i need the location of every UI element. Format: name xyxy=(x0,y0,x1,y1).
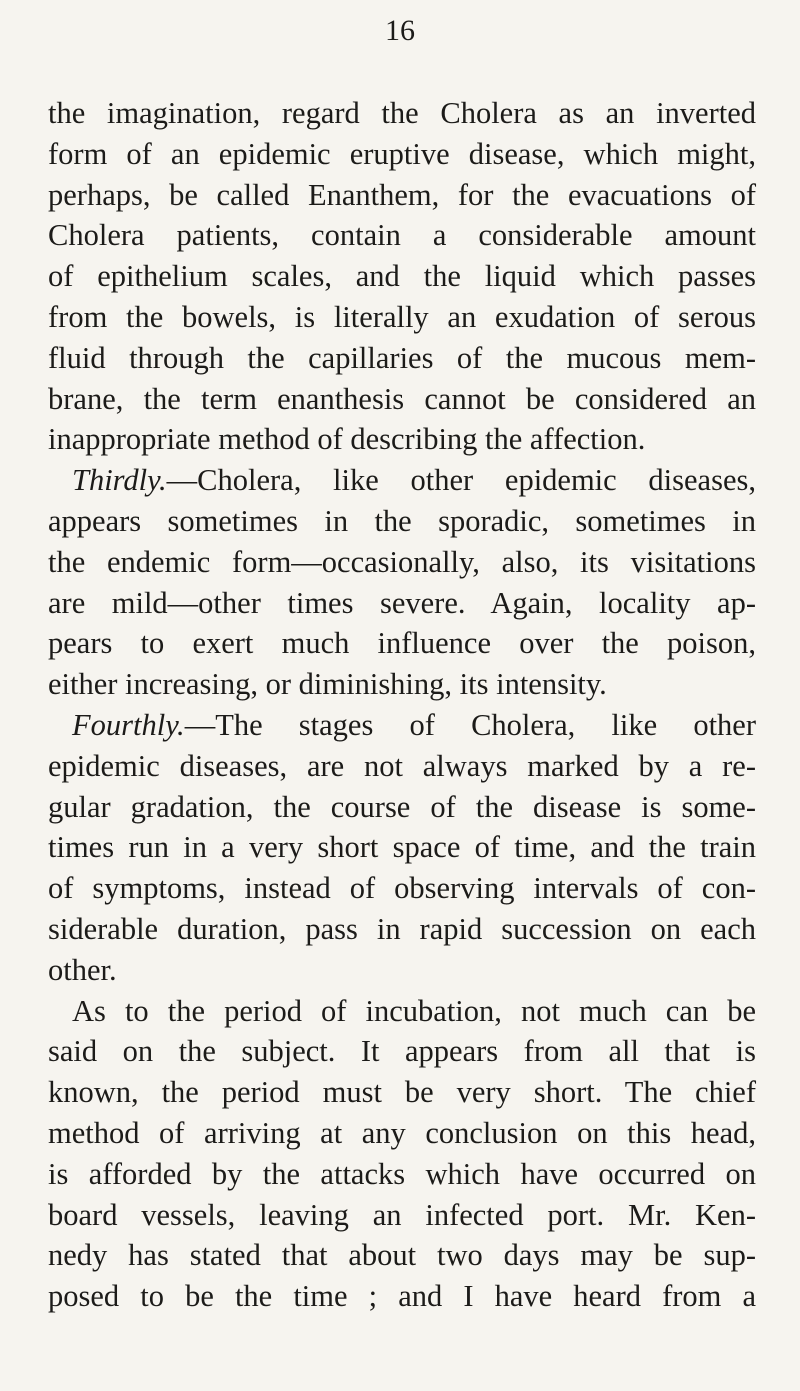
text-line: times run in a very short space of time, and the train xyxy=(48,830,756,865)
text-line: form of an epidemic eruptive disease, which might, xyxy=(48,136,756,171)
text-line: fluid through the capillaries of the mucous mem- xyxy=(48,340,756,375)
paragraph-2 xyxy=(48,460,756,705)
text-line: from the bowels, is literally an exudation of serous xyxy=(48,299,756,334)
text-fragment: —Cholera, like other epidemic diseases, xyxy=(166,463,756,498)
text-line xyxy=(48,705,756,746)
paragraph-3 xyxy=(48,705,756,991)
text-line: gular gradation, the course of the disease is some- xyxy=(48,789,756,824)
text-line: either increasing, or diminishing, its intensity. xyxy=(48,667,607,702)
text-line: known, the period must be very short. The chief xyxy=(48,1075,756,1110)
text-line: said on the subject. It appears from all that is xyxy=(48,1034,756,1069)
text-line: inappropriate method of describing the affection. xyxy=(48,422,646,457)
text-line: nedy has stated that about two days may be sup- xyxy=(48,1238,756,1273)
text-line: other. xyxy=(48,952,117,987)
text-line: pears to exert much influence over the poison, xyxy=(48,626,756,661)
text-line: appears sometimes in the sporadic, sometimes in xyxy=(48,503,756,538)
text-line: As to the period of incubation, not much can be xyxy=(72,993,756,1028)
text-line: posed to be the time ; and I have heard from a xyxy=(48,1279,756,1314)
paragraph-4 xyxy=(48,991,756,1317)
text-line xyxy=(48,460,756,501)
text-line: the imagination, regard the Cholera as an inverted xyxy=(48,96,756,130)
text-line: method of arriving at any conclusion on this head, xyxy=(48,1115,756,1150)
text-fragment: —The stages of Cholera, like other xyxy=(184,707,756,742)
paragraph-1 xyxy=(48,93,756,460)
text-line: siderable duration, pass in rapid succession on each xyxy=(48,911,756,946)
page-number: 16 xyxy=(385,14,415,47)
text-line: brane, the term enanthesis cannot be considered an xyxy=(48,381,756,416)
text-line: the endemic form—occasionally, also, its visitations xyxy=(48,544,756,579)
text-line: of epithelium scales, and the liquid which passes xyxy=(48,259,756,294)
text-line: is afforded by the attacks which have occurred on xyxy=(48,1156,756,1191)
text-line: Cholera patients, contain a considerable amount xyxy=(48,218,756,253)
paragraph-lead: Fourthly. xyxy=(72,707,185,742)
text-line: are mild—other times severe. Again, locality ap- xyxy=(48,585,756,620)
body-text xyxy=(48,93,756,1317)
text-line: perhaps, be called Enanthem, for the evacuations of xyxy=(48,177,756,212)
text-line: board vessels, leaving an infected port. Mr. Ken- xyxy=(48,1197,756,1232)
text-line: epidemic diseases, are not always marked by a re- xyxy=(48,748,756,783)
paragraph-lead: Thirdly. xyxy=(72,463,167,498)
text-line: of symptoms, instead of observing intervals of con- xyxy=(48,871,756,906)
